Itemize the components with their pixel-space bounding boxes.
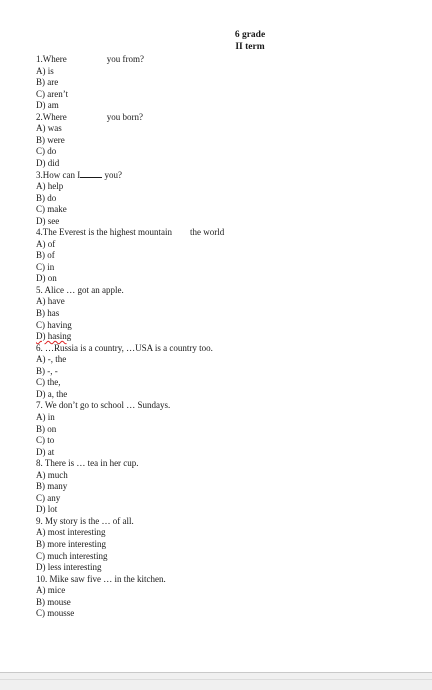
question-4-option-c: C) in xyxy=(36,261,55,272)
question-8-option-b: B) many xyxy=(36,481,68,492)
question-3-stem xyxy=(36,169,406,181)
question-4-tail: the world xyxy=(189,227,225,238)
question-1-option-a: A) is xyxy=(36,65,54,76)
question-6-option-c: C) the, xyxy=(36,377,61,388)
question-7-option-a: A) in xyxy=(36,411,55,422)
question-10-option-a: A) mice xyxy=(36,585,66,596)
question-2-option-c: C) do xyxy=(36,146,57,157)
question-2-tail: you born? xyxy=(106,111,143,122)
question-list xyxy=(36,54,406,620)
question-1-text: 1.Where xyxy=(36,54,67,64)
document-header xyxy=(218,30,282,53)
question-6-option-a: A) -, the xyxy=(36,354,67,365)
question-9-option-d: D) less interesting xyxy=(36,562,102,573)
question-3-option-a: A) help xyxy=(36,181,64,192)
scrollbar-track[interactable] xyxy=(0,679,432,680)
question-5-option-c: C) having xyxy=(36,319,72,330)
question-8-stem: 8. There is … tea in her cup. xyxy=(36,458,139,469)
question-2-stem xyxy=(36,112,406,124)
question-4-text: 4.The Everest is the highest mountain xyxy=(36,227,172,238)
question-6-option-d: D) a, the xyxy=(36,388,68,399)
question-4-stem xyxy=(36,227,406,239)
question-6-stem: 6. …Russia is a country, …USA is a country too. xyxy=(36,342,213,353)
question-10-stem: 10. Mike saw five … in the kitchen. xyxy=(36,573,166,584)
question-5-option-a: A) have xyxy=(36,296,65,307)
question-7-option-b: B) on xyxy=(36,423,57,434)
horizontal-scrollbar[interactable] xyxy=(0,672,432,690)
question-6-option-b: B) -, - xyxy=(36,365,58,376)
question-5-option-b: B) has xyxy=(36,308,60,319)
question-3-option-b: B) do xyxy=(36,192,57,203)
question-8-option-c: C) any xyxy=(36,492,61,503)
question-4-option-b: B) of xyxy=(36,250,55,261)
question-1-option-b: B) are xyxy=(36,77,59,88)
question-1-option-c: C) aren’t xyxy=(36,88,69,99)
question-2-option-a: A) was xyxy=(36,123,62,134)
question-5-stem: 5. Alice … got an apple. xyxy=(36,284,124,295)
question-7-option-d: D) at xyxy=(36,446,55,457)
question-2-option-b: B) were xyxy=(36,134,65,145)
question-9-option-b: B) more interesting xyxy=(36,538,106,549)
question-7-option-c: C) to xyxy=(36,435,55,446)
question-1-option-d: D) am xyxy=(36,100,59,111)
question-3-option-d: D) see xyxy=(36,215,60,226)
question-2-option-d: D) did xyxy=(36,157,60,168)
question-3-tail: you? xyxy=(104,170,122,181)
answer-blank xyxy=(80,169,102,178)
grade-label: 6 grade xyxy=(234,30,266,40)
question-5-option-d xyxy=(36,331,406,343)
question-1-tail: you from? xyxy=(106,54,144,64)
question-8-option-a: A) much xyxy=(36,469,68,480)
question-4-option-d: D) on xyxy=(36,273,57,284)
question-9-option-a: A) most interesting xyxy=(36,527,106,538)
question-2-text: 2.Where xyxy=(36,111,67,122)
question-1-stem xyxy=(36,54,406,66)
question-10-option-b: B) mouse xyxy=(36,596,71,607)
question-4-option-a: A) of xyxy=(36,238,56,249)
question-7-stem: 7. We don’t go to school … Sundays. xyxy=(36,400,171,411)
spellcheck-marked-word: D) hasing xyxy=(36,331,72,342)
question-9-stem: 9. My story is the … of all. xyxy=(36,515,134,526)
question-9-option-c: C) much interesting xyxy=(36,550,108,561)
question-10-option-c: C) mousse xyxy=(36,608,75,619)
term-label: II term xyxy=(235,41,265,52)
question-3-text: 3.How can I xyxy=(36,170,81,181)
question-8-option-d: D) lot xyxy=(36,504,58,515)
question-3-option-c: C) make xyxy=(36,204,67,215)
